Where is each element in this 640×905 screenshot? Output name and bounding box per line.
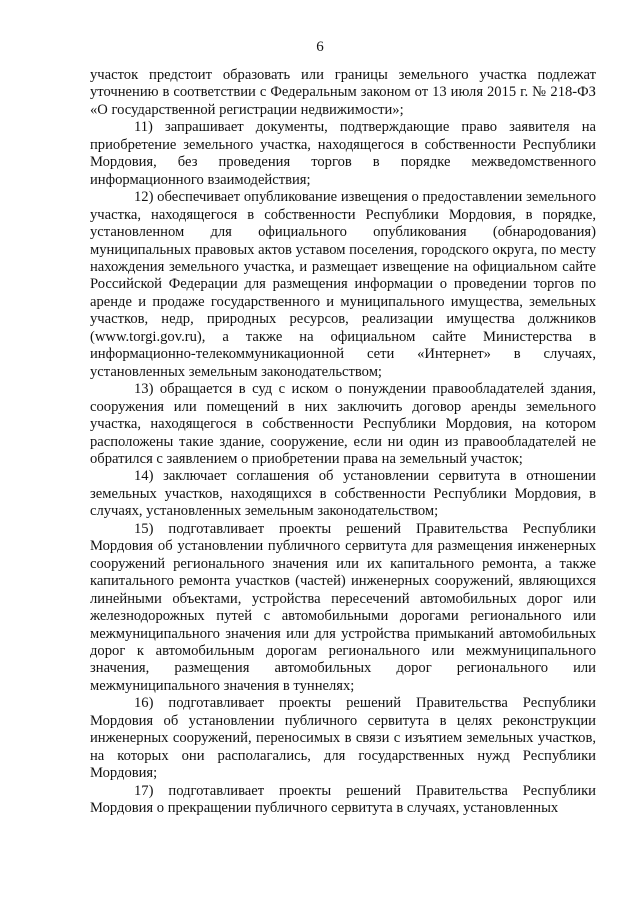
paragraph-item-13: 13) обращается в суд с иском о понуждении правообладателей здания, сооружения или помещений в них заключить договор аренды земельного участка, находящегося в собственности Республики Мордовия, на котором расположены такие здание, сооружение, если ни один из правообладателей не обратился с заявлением о приобретении права на земельный участок;: [90, 381, 596, 467]
paragraph-continuation: участок предстоит образовать или границы земельного участка подлежат уточнению в соответствии с Федеральным законом от 13 июля 2015 г. № 218-ФЗ «О государственной регистрации недвижимости»;: [90, 67, 596, 118]
paragraph-item-11: 11) запрашивает документы, подтверждающие право заявителя на приобретение земельного участка, находящегося в собственности Республики Мордовия, без проведения торгов в порядке межведомственного информационного взаимодействия;: [90, 119, 596, 188]
paragraph-item-14: 14) заключает соглашения об установлении сервитута в отношении земельных участков, находящихся в собственности Республики Мордовия, в случаях, установленных земельным законодательством;: [90, 468, 596, 520]
paragraph-item-12: 12) обеспечивает опубликование извещения о предоставлении земельного участка, находящегося в собственности Республики Мордовия, в порядке, установленном для официального опубликования (обнародования) муниципальных правовых актов уставом поселения, городского округа, по месту нахождения земельного участка, и размещает извещение на официальном сайте Российской Федерации для размещения информации о проведении торгов по аренде и продаже государственного и муниципального имущества, земельных участков, недр, природных ресурсов, реализации имущества должников (www.torgi.gov.ru), а также на официальном сайте Министерства в информационно-телекоммуникационной сети «Интернет» в случаях, установленных земельным законодательством;: [90, 189, 596, 380]
page-number: 6: [316, 39, 324, 55]
document-body: [90, 67, 596, 817]
paragraph-item-16: 16) подготавливает проекты решений Правительства Республики Мордовия об установлении публичного сервитута в целях реконструкции инженерных сооружений, переносимых в связи с изъятием земельных участков, на которых они располагались, для государственных нужд Республики Мордовия;: [90, 695, 596, 782]
paragraph-item-15: 15) подготавливает проекты решений Правительства Республики Мордовия об установлении публичного сервитута для размещения инженерных сооружений регионального значения или их капитального ремонта, а также капитального ремонта участков (частей) инженерных сооружений, являющихся линейными объектами, устройства пересечений автомобильных дорог или железнодорожных путей с автомобильными дорогами регионального или межмуниципального значения или для устройства примыканий автомобильных дорог к автомобильным дорогам регионального или межмуниципального значения, размещения автомобильных дорог регионального или межмуниципального значения в туннелях;: [90, 520, 596, 694]
paragraph-item-17: 17) подготавливает проекты решений Правительства Республики Мордовия о прекращении публичного сервитута в случаях, установленных: [90, 782, 596, 817]
